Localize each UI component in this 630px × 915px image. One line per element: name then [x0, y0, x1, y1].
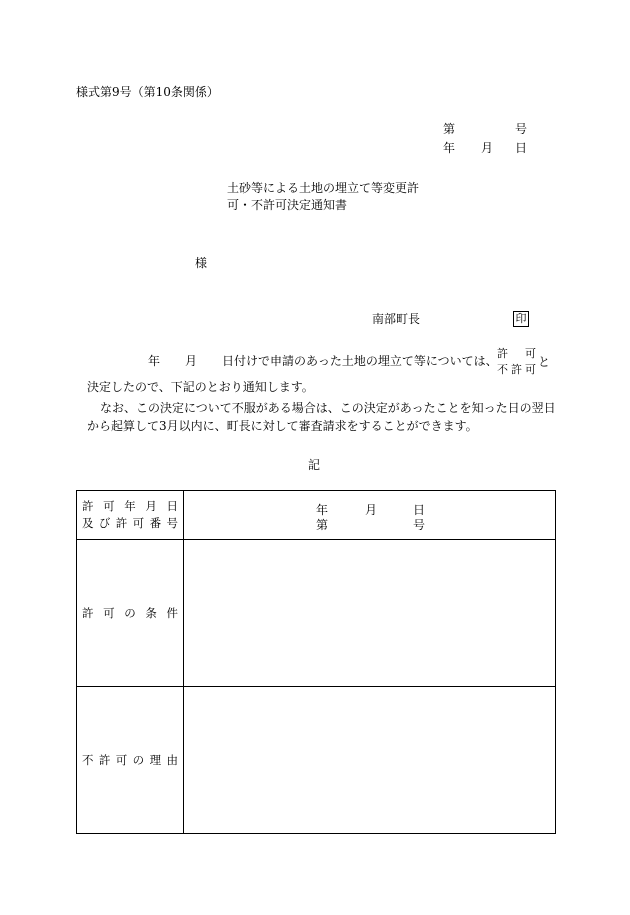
- choice-ka: 可: [525, 347, 536, 360]
- body-line2: 決定したので、下記のとおり通知します。: [87, 380, 314, 394]
- body-line3: なお、この決定について不服がある場合は、この決定があったことを知った日の翌日: [100, 401, 556, 415]
- label-char: 許: [82, 499, 94, 513]
- value-dai: 第: [316, 518, 329, 532]
- choice-fu-kyo: 許: [511, 363, 522, 376]
- permit-date-value: [184, 491, 556, 540]
- label-char: 号: [166, 516, 178, 530]
- label-char: 番: [149, 516, 162, 530]
- form-number: 様式第9号（第10条関係）: [76, 85, 219, 99]
- value-tsuki: 月: [365, 503, 378, 517]
- label-char: 年: [124, 499, 136, 513]
- permit-date-label-line2: [77, 515, 183, 532]
- permit-date-label: [77, 491, 184, 540]
- body-tsuki: 月: [185, 354, 198, 368]
- body-line1-text: 日付けで申請のあった土地の埋立て等については、: [222, 354, 498, 368]
- conditions-label-text: [77, 605, 183, 622]
- conditions-value: [184, 540, 556, 687]
- label-char: の: [132, 752, 145, 767]
- label-char: 不: [82, 752, 94, 767]
- table-row-conditions: [77, 540, 556, 687]
- title-line1: 土砂等による土地の埋立て等変更許: [227, 181, 420, 195]
- addressee-suffix: 様: [195, 256, 208, 270]
- choice-fu: 不: [497, 363, 508, 376]
- header-hi: 日: [515, 141, 528, 155]
- label-char: の: [124, 605, 136, 620]
- value-gou: 号: [413, 518, 426, 532]
- label-char: 条: [145, 605, 157, 620]
- label-char: 許: [115, 516, 128, 530]
- body-nen: 年: [148, 354, 161, 368]
- rejection-reason-label-text: [77, 752, 183, 769]
- label-char: 可: [103, 499, 115, 513]
- choice-fu-ka: 可: [525, 363, 536, 376]
- label-char: 可: [132, 516, 145, 530]
- header-gou: 号: [515, 122, 528, 136]
- value-nen: 年: [316, 503, 329, 517]
- title-line2: 可・不許可決定通知書: [227, 198, 348, 212]
- table-row-rejection-reason: [77, 687, 556, 834]
- label-char: 及: [82, 516, 94, 530]
- choice-suffix: と: [538, 355, 551, 369]
- label-char: 月: [145, 499, 157, 513]
- choice-kyo: 許: [497, 347, 508, 360]
- header-tsuki: 月: [481, 141, 494, 155]
- ki-heading: 記: [308, 458, 321, 472]
- details-table: [76, 490, 556, 834]
- conditions-label: [77, 540, 184, 687]
- label-char: び: [98, 516, 111, 530]
- rejection-reason-value: [184, 687, 556, 834]
- label-char: 理: [149, 752, 162, 767]
- label-char: 由: [166, 752, 178, 767]
- label-char: 日: [166, 499, 178, 513]
- label-char: 許: [82, 605, 94, 620]
- issuer-name: 南部町長: [372, 312, 421, 326]
- label-char: 許: [98, 752, 111, 767]
- seal-mark: 印: [513, 311, 529, 327]
- permit-date-label-line1: [77, 498, 183, 515]
- header-nen: 年: [443, 141, 456, 155]
- header-dai: 第: [443, 122, 456, 136]
- table-row-permit-date: [77, 491, 556, 540]
- label-char: 件: [166, 605, 178, 620]
- body-line4: から起算して3月以内に、町長に対して審査請求をすることができます。: [87, 419, 478, 433]
- label-char: 可: [115, 752, 128, 767]
- label-char: 可: [103, 605, 115, 620]
- value-hi: 日: [413, 503, 426, 517]
- rejection-reason-label: [77, 687, 184, 834]
